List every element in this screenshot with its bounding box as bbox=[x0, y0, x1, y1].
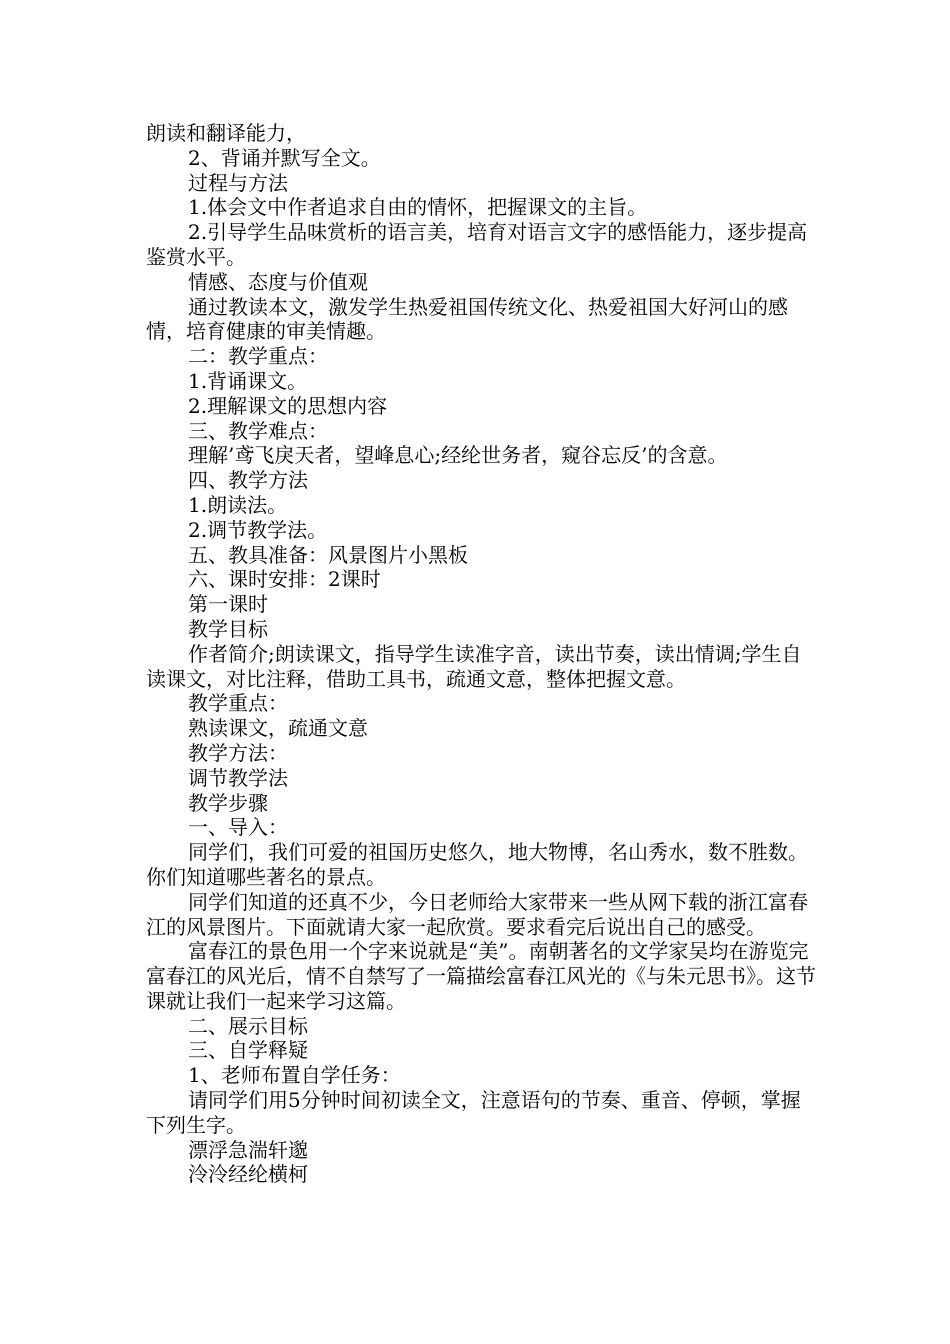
paragraph: 三、教学难点： bbox=[188, 418, 328, 443]
paragraph: 熟读课文，疏通文意 bbox=[188, 716, 368, 741]
paragraph: 二：教学重点： bbox=[188, 344, 328, 369]
paragraph: 教学目标 bbox=[188, 616, 268, 641]
paragraph: 朗读和翻译能力， bbox=[146, 121, 306, 145]
paragraph: 六、课时安排：2课时 bbox=[188, 567, 381, 592]
paragraph: 2.调节教学法。 bbox=[188, 517, 328, 542]
paragraph: 过程与方法 bbox=[188, 170, 288, 195]
paragraph: 二、展示目标 bbox=[188, 1013, 308, 1038]
paragraph: 作者简介;朗读课文，指导学生读准字音，读出节奏，读出情调;学生自读课文，对比注释，借助工具书，疏通文意，整体把握文意。 bbox=[146, 641, 802, 691]
paragraph: 一、导入： bbox=[188, 815, 288, 840]
paragraph: 富春江的景色用一个字来说就是“美”。南朝著名的文学家吴均在游览完富春江的风光后，情不自禁写了一篇描绘富春江风光的《与朱元思书》。这节课就让我们一起来学习这篇。 bbox=[146, 939, 816, 1013]
paragraph: 2.引导学生品味赏析的语言美，培育对语言文字的感悟能力，逐步提高鉴赏水平。 bbox=[146, 220, 808, 269]
paragraph: 通过教读本文，激发学生热爱祖国传统文化、热爱祖国大好河山的感情，培育健康的审美情趣。 bbox=[146, 294, 788, 344]
paragraph: 2、背诵并默写全文。 bbox=[188, 145, 381, 170]
paragraph: 四、教学方法 bbox=[188, 468, 308, 493]
paragraph: 泠泠经纶横柯 bbox=[188, 1162, 308, 1187]
paragraph: 情感、态度与价值观 bbox=[188, 269, 368, 294]
paragraph: 理解’鸢飞戾天者，望峰息心;经纶世务者，窥谷忘反’的含意。 bbox=[188, 443, 728, 468]
paragraph: 请同学们用5分钟时间初读全文，注意语句的节奏、重音、停顿，掌握下列生字。 bbox=[146, 1088, 801, 1137]
paragraph: 1.朗读法。 bbox=[188, 492, 288, 517]
paragraph: 教学方法： bbox=[188, 740, 288, 765]
document-body bbox=[146, 121, 818, 1187]
paragraph: 教学步骤 bbox=[188, 790, 268, 815]
paragraph: 漂浮急湍轩邈 bbox=[188, 1137, 308, 1162]
paragraph: 三、自学释疑 bbox=[188, 1038, 308, 1063]
paragraph: 2.理解课文的思想内容 bbox=[188, 393, 388, 418]
paragraph: 同学们，我们可爱的祖国历史悠久，地大物博，名山秀水，数不胜数。你们知道哪些著名的景点。 bbox=[146, 840, 808, 889]
paragraph: 调节教学法 bbox=[188, 765, 288, 790]
paragraph: 1.体会文中作者追求自由的情怀，把握课文的主旨。 bbox=[188, 195, 648, 220]
paragraph: 第一课时 bbox=[188, 592, 268, 617]
paragraph: 1、老师布置自学任务： bbox=[188, 1063, 401, 1088]
paragraph: 1.背诵课文。 bbox=[188, 368, 308, 393]
paragraph: 同学们知道的还真不少，今日老师给大家带来一些从网下载的浙江富春江的风景图片。下面就请大家一起欣赏。要求看完后说出自己的感受。 bbox=[146, 889, 808, 939]
paragraph: 五、教具准备：风景图片小黑板 bbox=[188, 542, 468, 567]
paragraph: 教学重点： bbox=[188, 691, 288, 716]
